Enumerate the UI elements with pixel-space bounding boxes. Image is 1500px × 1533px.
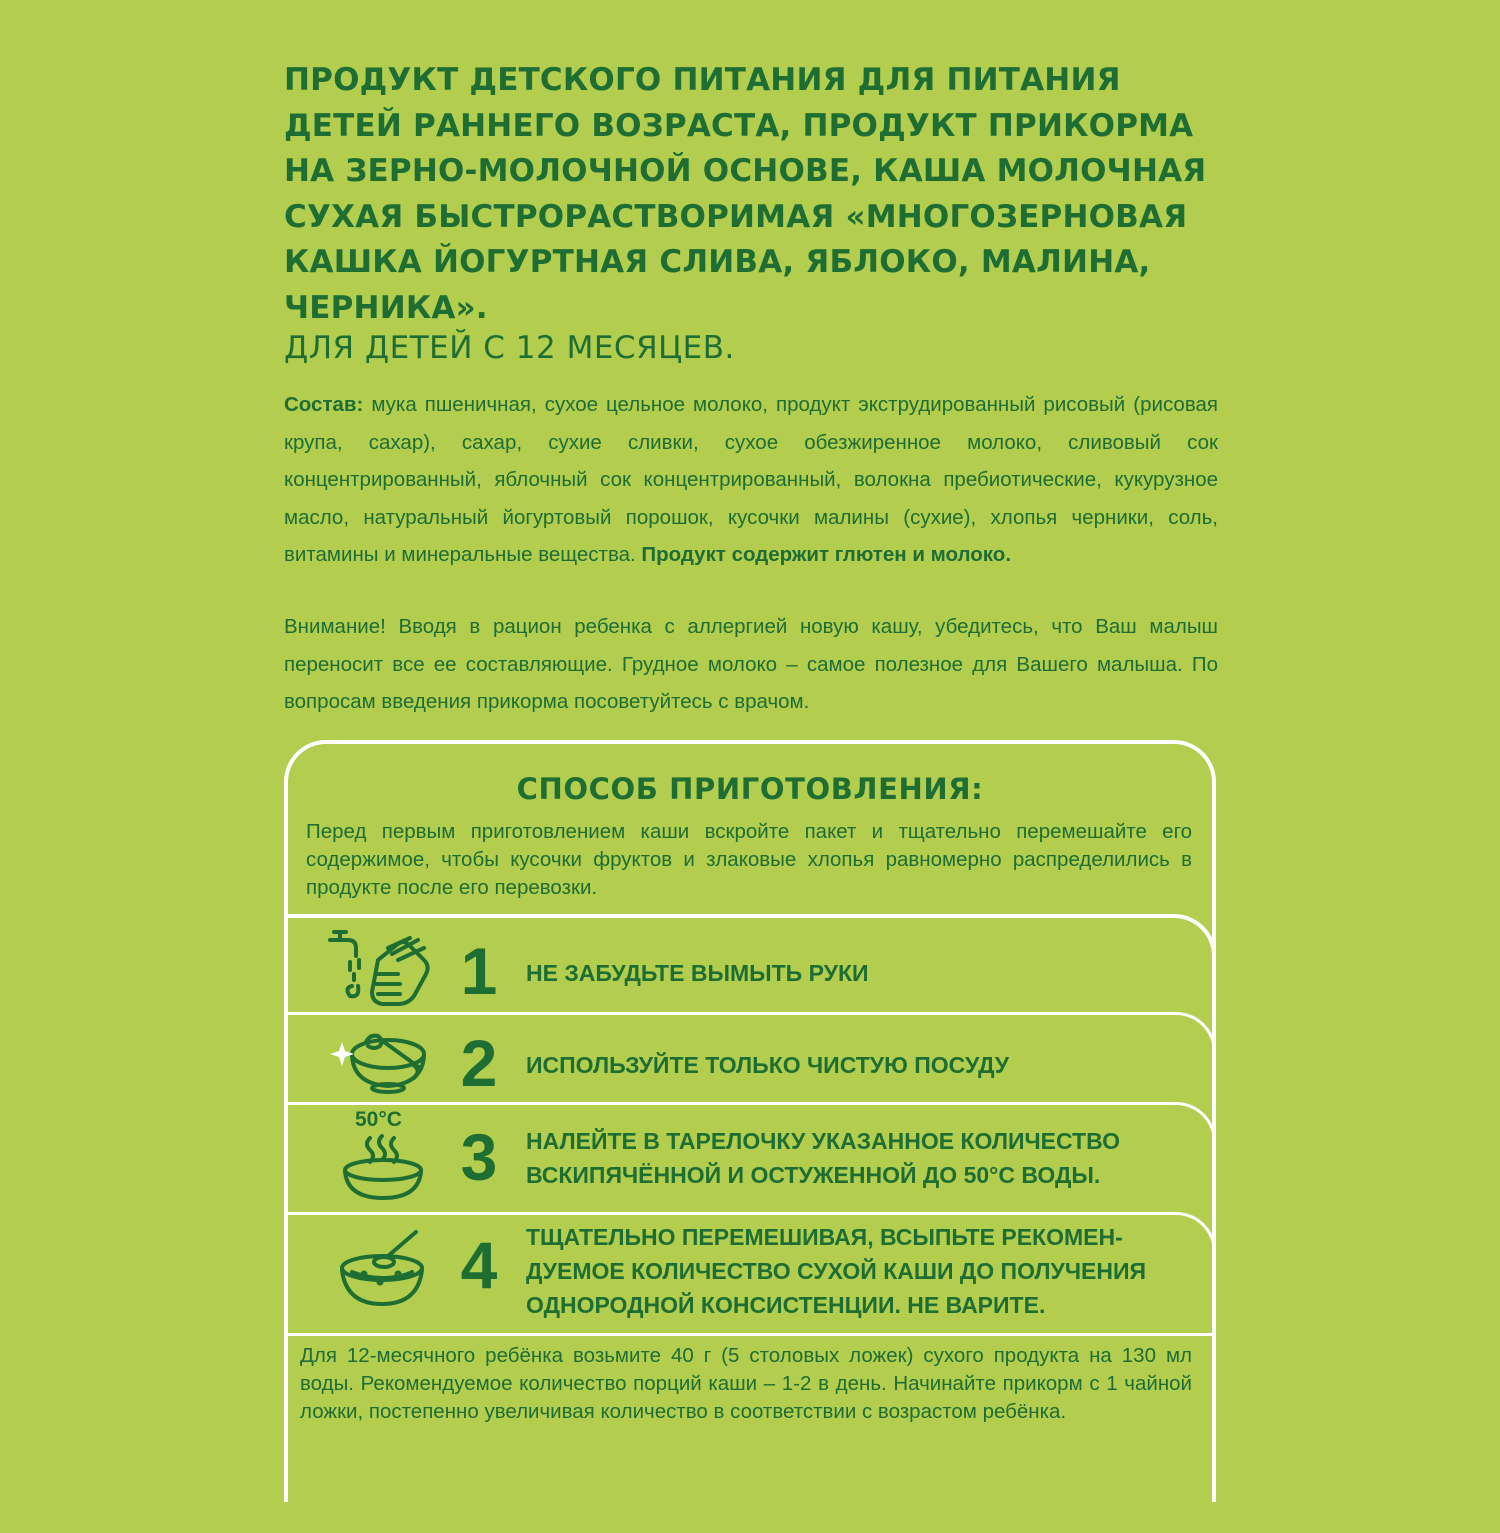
wash-hands-icon — [326, 926, 438, 1008]
temperature-label: 50°С — [355, 1108, 402, 1131]
composition-text: мука пшеничная, сухое цельное молоко, продукт экструдированный рисовый (рисовая крупа, сахар), сахар, сухие сливки, сухое обезжиренное молоко, сливовый сок концентрированный, яблочный сок концентрированный, волокна пребиотические, кукурузное масло, натуральный йогуртовый порошок, кусочки малины (сухие), хлопья черники, соль, витамины и минеральные вещества. — [284, 393, 1218, 566]
dosage-paragraph: Для 12-месячного ребёнка возьмите 40 г (5 столовых ложек) сухого продукта на 130 мл воды. Рекомендуемое количество порций каши – 1-2 в день. Начинайте прикорм с 1 чайной ложки, постепенно увеличивая количество в соответствии с возрастом ребёнка. — [300, 1344, 1192, 1423]
step-3-text: НАЛЕЙТЕ В ТАРЕЛОЧКУ УКАЗАННОЕ КОЛИЧЕСТВО ВСКИПЯЧЁННОЙ И ОСТУЖЕННОЙ ДО 50°С ВОДЫ. — [526, 1128, 1121, 1188]
clean-dish-icon — [326, 1024, 438, 1096]
step-4-text: ТЩАТЕЛЬНО ПЕРЕМЕШИВАЯ, ВСЫПЬТЕ РЕКОМЕН-ДУЕМОЕ КОЛИЧЕСТВО СУХОЙ КАШИ ДО ПОЛУЧЕНИЯ ОДНОРОДНОЙ КОНСИСТЕНЦИИ. НЕ ВАРИТЕ. — [526, 1224, 1147, 1318]
stir-porridge-icon — [336, 1226, 432, 1312]
step-2-text: ИСПОЛЬЗУЙТЕ ТОЛЬКО ЧИСТУЮ ПОСУДУ — [526, 1052, 1010, 1078]
title-line: СУХАЯ БЫСТРОРАСТВОРИМАЯ «МНОГОЗЕРНОВАЯ — [284, 198, 1188, 235]
composition-label: Состав: — [284, 393, 364, 416]
title-line: ЧЕРНИКА». — [284, 289, 488, 326]
step-3-number: 3 — [460, 1120, 498, 1194]
title-line: ДЕТЕЙ РАННЕГО ВОЗРАСТА, ПРОДУКТ ПРИКОРМА — [284, 107, 1194, 144]
preparation-title: СПОСОБ ПРИГОТОВЛЕНИЯ: — [516, 772, 984, 806]
composition-paragraph — [284, 386, 1218, 574]
step-1-number: 1 — [460, 934, 498, 1008]
product-title — [284, 58, 1244, 331]
step-1-text: НЕ ЗАБУДЬТЕ ВЫМЫТЬ РУКИ — [526, 960, 869, 986]
hot-water-bowl-icon — [340, 1134, 426, 1202]
step-2-number: 2 — [460, 1026, 498, 1100]
title-line: ПРОДУКТ ДЕТСКОГО ПИТАНИЯ ДЛЯ ПИТАНИЯ — [284, 62, 1121, 98]
step-4-number: 4 — [460, 1228, 498, 1302]
preparation-intro: Перед первым приготовлением каши вскройте пакет и тщательно перемешайте его содержимое, чтобы кусочки фруктов и злаковые хлопья равномерно распределились в продукте после его перевозки. — [306, 820, 1192, 899]
age-recommendation: ДЛЯ ДЕТЕЙ С 12 МЕСЯЦЕВ. — [284, 330, 735, 366]
warning-paragraph: Внимание! Вводя в рацион ребенка с аллергией новую кашу, убедитесь, что Ваш малыш переносит все ее составляющие. Грудное молоко – самое полезное для Вашего малыша. По вопросам введения прикорма посоветуйтесь с врачом. — [284, 615, 1218, 713]
title-line: КАШКА ЙОГУРТНАЯ СЛИВА, ЯБЛОКО, МАЛИНА, — [284, 244, 1151, 280]
title-line: НА ЗЕРНО-МОЛОЧНОЙ ОСНОВЕ, КАША МОЛОЧНАЯ — [284, 153, 1207, 189]
allergen-notice: Продукт содержит глютен и молоко. — [641, 543, 1012, 566]
